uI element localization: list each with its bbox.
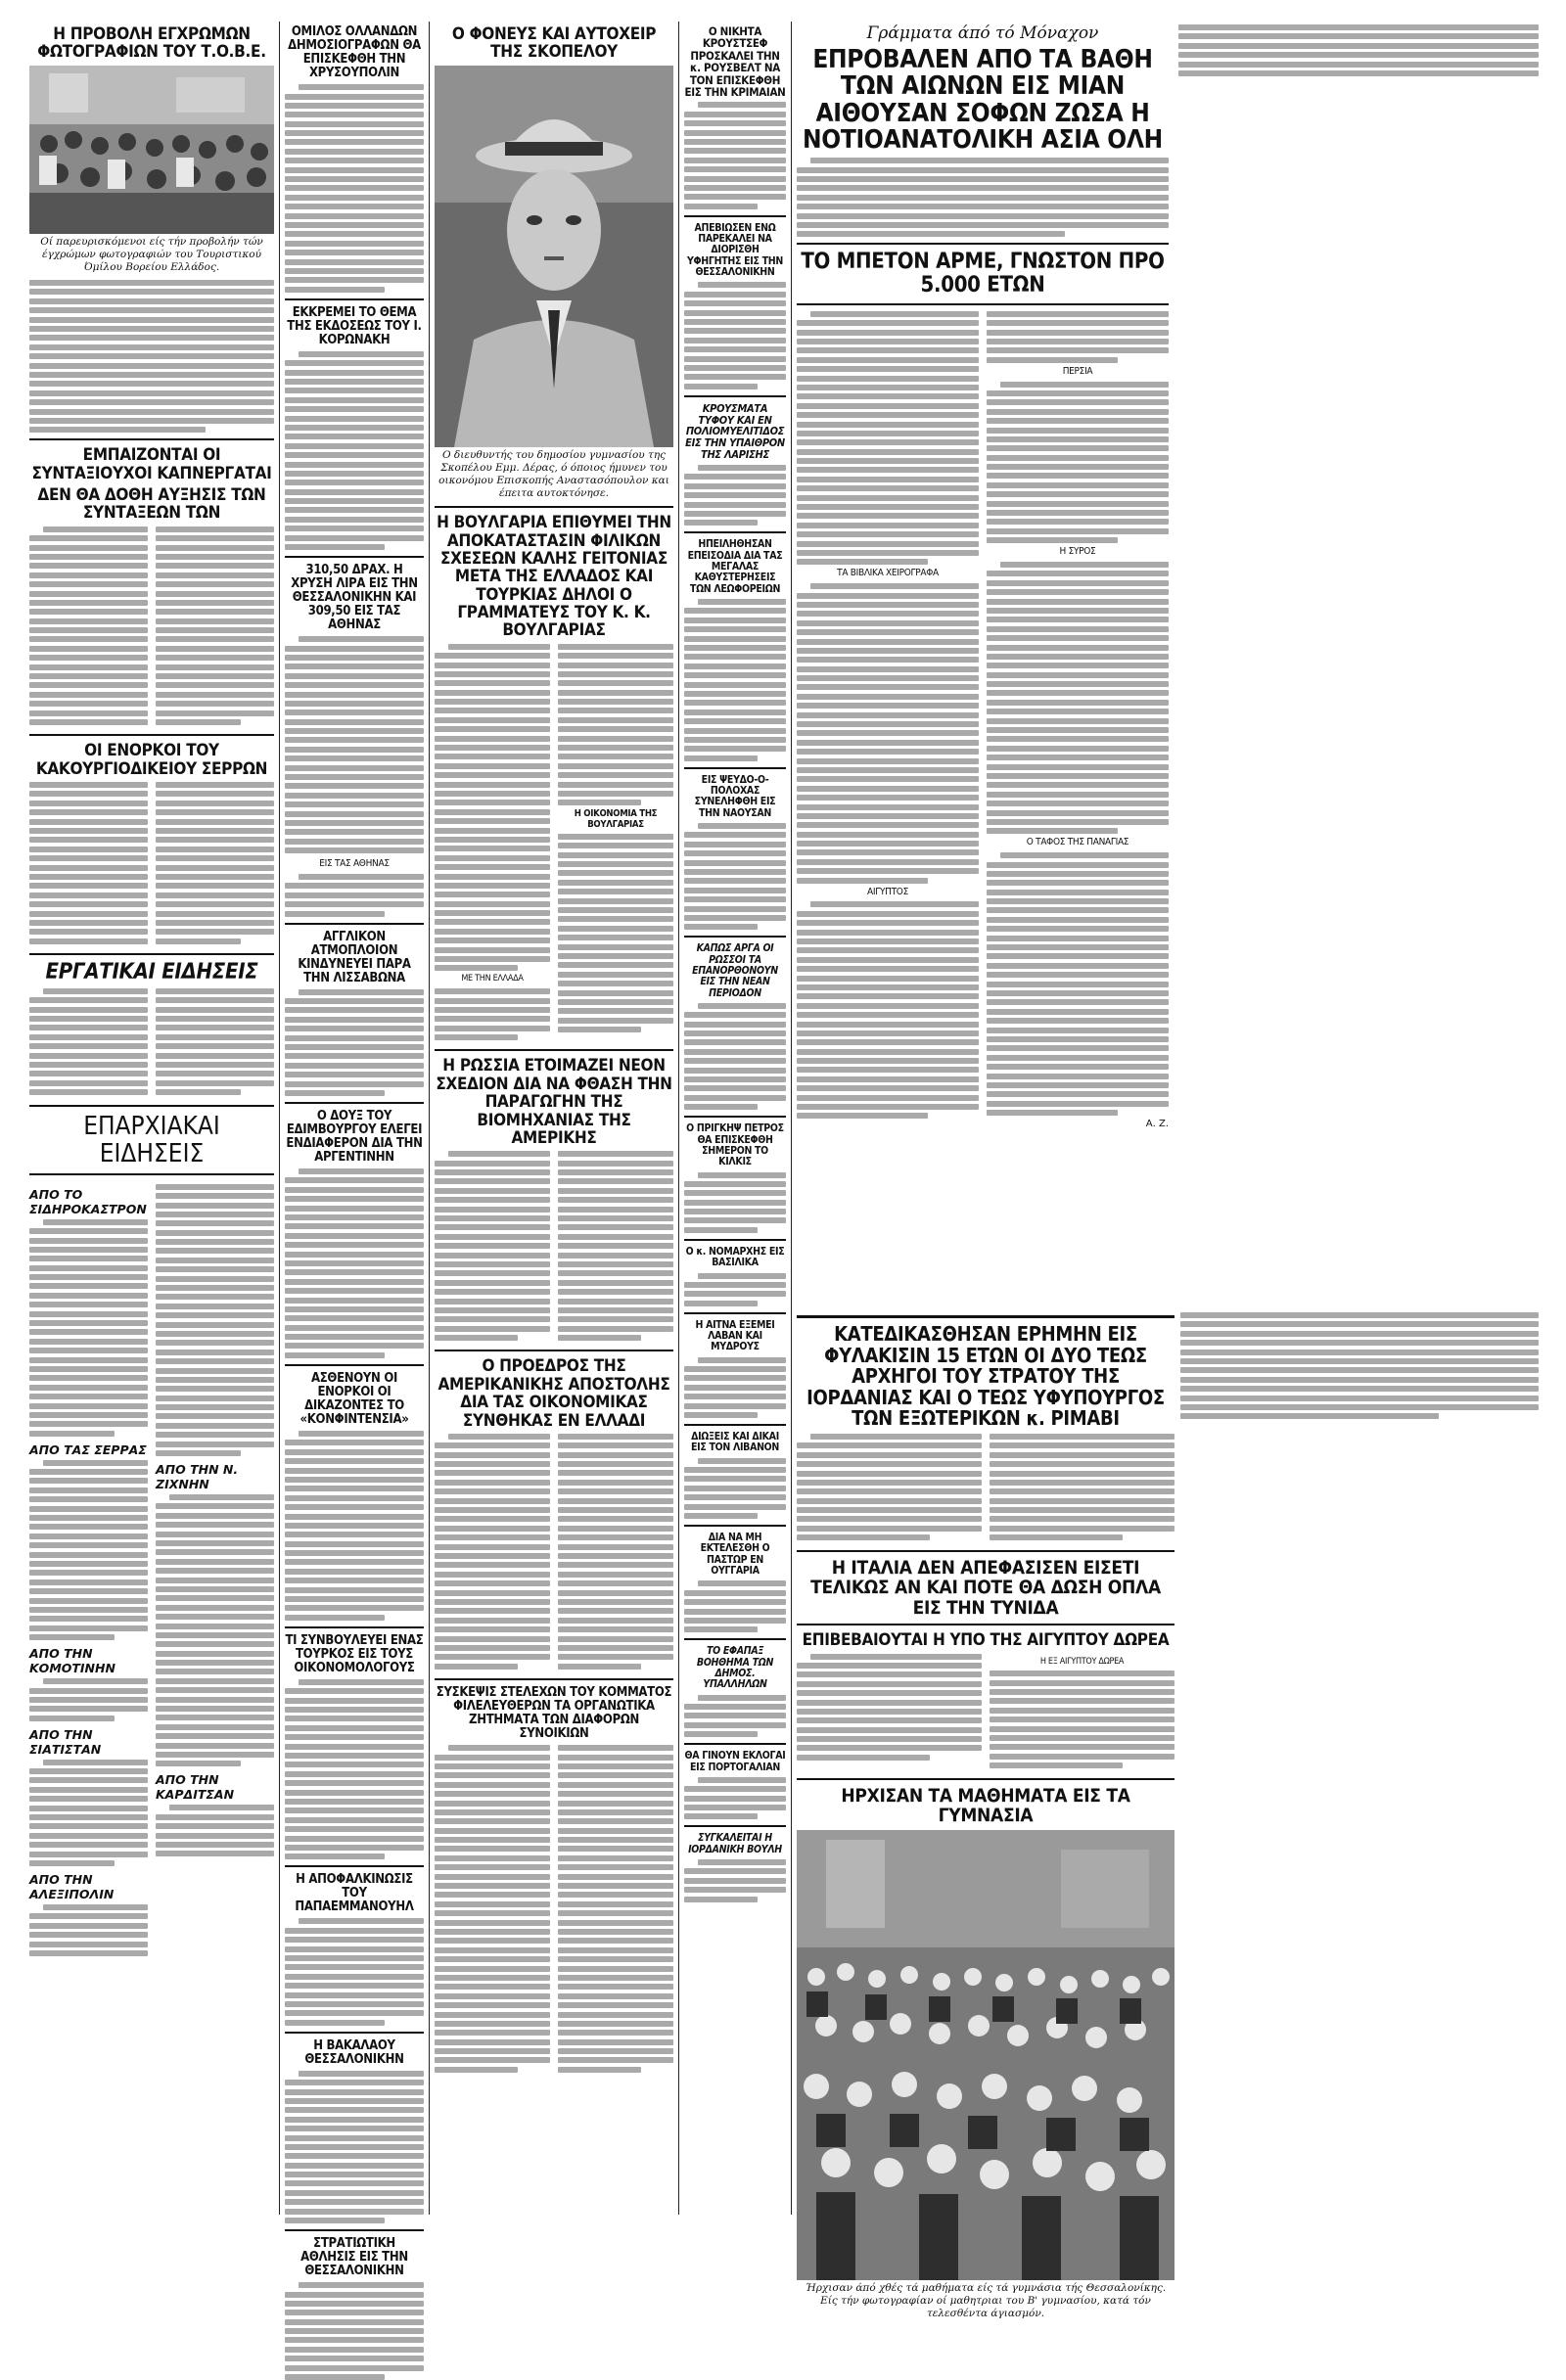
military-headline: ΣΤΡΑΤΙΩΤΙΚΗ ΑΘΛΗΣΙΣ ΕΙΣ ΤΗΝ ΘΕΣΣΑΛΟΝΙΚΗΝ <box>300 2236 408 2279</box>
column-3 <box>435 22 673 2224</box>
dutch-journalists-body <box>285 84 424 293</box>
cod-body <box>285 2071 424 2223</box>
russia-headline: Η ΡΩΣΣΙΑ ΕΤΟΙΜΑΖΕΙ ΝΕΟΝ ΣΧΕΔΙΟΝ ΔΙΑ ΝΑ ΦΘΑΣΗ ΤΗΝ ΠΑΡΑΓΩΓΗΝ ΤΗΣ ΒΙΟΜΗΧΑΝΙΑΣ ΤΗΣ ΑΜΕΡΙΚΗΣ <box>436 1056 672 1148</box>
right-continuation <box>1180 1309 1539 1425</box>
column-rule <box>279 22 280 2215</box>
hungary-pastor-headline: ΔΙΑ ΝΑ ΜΗ ΕΚΤΕΛΕΣΘΗ Ο ΠΑΣΤΩΡ ΕΝ ΟΥΓΓΑΡΙΑ <box>700 1532 770 1578</box>
schools-photo <box>797 1830 1174 2280</box>
bus-delays-body <box>684 599 786 761</box>
pension-headline-2: ΔΕΝ ΘΑ ΔΟΘΗ ΑΥΞΗΣΙΣ ΤΩΝ ΣΥΝΤΑΞΕΩΝ ΤΩΝ <box>37 485 266 524</box>
tobe-headline: Η ΠΡΟΒΟΛΗ ΕΓΧΡΩΜΩΝ ΦΩΤΟΓΡΑΦΙΩΝ ΤΟΥ Τ.Ο.Β.Ε. <box>37 24 266 63</box>
turkish-advice-headline: ΤΙ ΣΥΝΒΟΥΛΕΥΕΙ ΕΝΑΣ ΤΟΥΡΚΟΣ ΕΙΣ ΤΟΥΣ ΟΙΚΟΝΟΜΟΛΟΓΟΥΣ <box>285 1632 424 1675</box>
naousa-body <box>684 823 786 930</box>
bulgaria-economy-subhead: Η ΟΙΚΟΝΟΜΙΑ ΤΗΣ ΒΟΥΛΓΑΡΙΑΣ <box>574 808 658 830</box>
turkish-advice-body <box>285 1679 424 1859</box>
prince-peter-body <box>684 1172 786 1233</box>
steamer-body <box>285 989 424 1096</box>
bible-mss-subhead: ΤΑ ΒΙΒΛΙΚΑ ΧΕΙΡΟΓΡΑΦΑ <box>837 568 939 579</box>
liberal-party-headline: ΣΥΣΚΕΨΙΣ ΣΤΕΛΕΧΩΝ ΤΟΥ ΚΟΜΜΑΤΟΣ ΦΙΛΕΛΕΥΘΕΡΩΝ ΤΑ ΟΡΓΑΝΩΤΙΚΑ ΖΗΤΗΜΑΤΑ ΤΩΝ ΔΙΑΦΟΡΩΝ ΣΥΝΟΙΚΙΩΝ <box>436 1685 672 1742</box>
schools-headline: ΗΡΧΙΣΑΝ ΤΑ ΜΑΘΗΜΑΤΑ ΕΙΣ ΤΑ ΓΥΜΝΑΣΙΑ <box>841 1784 1130 1827</box>
russia-body <box>435 1151 673 1344</box>
egypt-gift-subhead: Η ΕΞ ΑΙΓΥΠΤΟΥ ΔΩΡΕΑ <box>1039 1656 1125 1667</box>
typhus-body <box>684 465 786 526</box>
liberal-party-body <box>435 1745 673 2076</box>
schools-photo-caption: Ήρχισαν άπό χθές τά μαθήματα είς τά γυμνάσια τής Θεσσαλονίκης. Είς τήν φωτογραφίαν οί μαθητριαι του Β' γυμνασίου, κατά τόν τελεσθέντα άγιασμόν. <box>805 2281 1167 2319</box>
portrait-caption: Ο διευθυντής του δημοσίου γυμνασίου της Σκοπέλου Εμμ. Δέρας, ό όποιος ήμυνεν του οικονόμου Επισκοπής Αναστασόπουλον και έπειτα αυτοκτόνησε. <box>438 448 669 500</box>
concrete-body <box>797 311 1169 1130</box>
khrushchev-headline: Ο ΝΙΚΗΤΑ ΚΡΟΥΣΤΣΕΦ ΠΡΟΣΚΑΛΕΙ ΤΗΝ κ. ΡΟΥΣΒΕΛΤ ΝΑ ΤΟΝ ΕΠΙΣΚΕΦΘΗ ΕΙΣ ΤΗΝ ΚΡΙΜΑΙΑΝ <box>684 24 786 100</box>
american-mission-headline: Ο ΠΡΟΕΔΡΟΣ ΤΗΣ ΑΜΕΡΙΚΑΝΙΚΗΣ ΑΠΟΣΤΟΛΗΣ ΔΙΑ ΤΑΣ ΟΙΚΟΝΟΜΙΚΑΣ ΣΥΝΘΗΚΑΣ ΕΝ ΕΛΛΑΔΙ <box>438 1356 670 1431</box>
column-4 <box>684 22 786 2224</box>
egypt-subhead: ΑΙΓΥΠΤΟΣ <box>867 886 908 897</box>
skopelos-murderer-headline: Ο ΦΟΝΕΥΣ ΚΑΙ ΑΥΤΟΧΕΙΡ ΤΗΣ ΣΚΟΠΕΛΟΥ <box>451 24 657 63</box>
confidential-jurors-body <box>285 1431 424 1621</box>
nomarch-headline: Ο κ. ΝΟΜΑΡΧΗΣ ΕΙΣ ΒΑΣΙΛΙΚΑ <box>685 1245 785 1269</box>
bulgaria-body <box>435 644 673 1044</box>
munich-note: Γράμματα άπό τό Μόναχον <box>866 23 1099 43</box>
persia-subhead: ΠΕΡΣΙΑ <box>1062 365 1093 377</box>
concrete-headline: ΤΟ ΜΠΕΤΟΝ ΑΡΜΕ, ΓΝΩΣΤΟΝ ΠΡΟ 5.000 ΕΤΩΝ <box>801 250 1165 298</box>
portugal-body <box>684 1777 786 1820</box>
bonus-body <box>684 1695 786 1738</box>
nomarch-body <box>684 1273 786 1306</box>
prince-peter-headline: Ο ΠΡΙΓΚΗΨ ΠΕΤΡΟΣ ΘΑ ΕΠΙΣΚΕΦΘΗ ΣΗΜΕΡΟΝ ΤΟ ΚΙΛΚΙΣ <box>686 1122 784 1168</box>
professor-body <box>684 282 786 389</box>
serres-jurors-headline: ΟΙ ΕΝΟΡΚΟΙ ΤΟΥ ΚΑΚΟΥΡΓΙΟΔΙΚΕΙΟΥ ΣΕΡΡΩΝ <box>35 741 268 779</box>
russians-headline: ΚΑΠΩΣ ΑΡΓΑ ΟΙ ΡΩΣΣΟΙ ΤΑ ΕΠΑΝΟΡΘΟΝΟΥΝ ΕΙΣ ΤΗΝ ΝΕΑΝ ΠΕΡΙΟΔΟΝ <box>692 942 778 999</box>
confidential-jurors-headline: ΑΣΘΕΝΟΥΝ ΟΙ ΕΝΟΡΚΟΙ ΟΙ ΔΙΚΑΖΟΝΤΕΣ ΤΟ «ΚΟΝΦΙΝΤΕΝΣΙΑ» <box>299 1370 409 1427</box>
author-signature: Α. Ζ. <box>1145 1119 1169 1130</box>
dateline-karditsa: ΑΠΟ ΤΗΝ ΚΑΡΔΙΤΣΑΝ <box>156 1772 235 1803</box>
jordan-verdict-headline: ΚΑΤΕΔΙΚΑΣΘΗΣΑΝ ΕΡΗΜΗΝ ΕΙΣ ΦΥΛΑΚΙΣΙΝ 15 ΕΤΩΝ ΟΙ ΔΥΟ ΤΕΩΣ ΑΡΧΗΓΟΙ ΤΟΥ ΣΤΡΑΤΟΥ ΤΗΣ ΙΟΡΔΑΝΙΑΣ ΚΑΙ Ο ΤΕΩΣ ΥΦΥΠΟΥΡΓΟΣ ΤΩΝ ΕΞΩΤΕΡΙΚΩΝ κ. ΡΙΜΑΒΙ <box>806 1322 1165 1431</box>
koronakis-body <box>285 351 424 550</box>
portrait-photo <box>435 66 673 447</box>
khrushchev-body <box>684 102 786 208</box>
professor-headline: ΑΠΕΒΙΩΣΕΝ ΕΝΩ ΠΑΡΕΚΑΛΕΙ ΝΑ ΔΙΟΡΙΣΘΗ ΥΦΗΓΗΤΗΣ ΕΙΣ ΤΗΝ ΘΕΣΣΑΛΟΝΙΚΗΝ <box>687 221 783 279</box>
papaemmanouil-headline: Η ΑΠΟΦΑΛΚΙΝΩΣΙΣ ΤΟΥ ΠΑΠΑΕΜΜΑΝΟΥΗΛ <box>295 1872 414 1915</box>
dateline-serres: ΑΠΟ ΤΑΣ ΣΕΡΡΑΣ <box>29 1442 147 1457</box>
dutch-journalists-headline: ΟΜΙΛΟΣ ΟΛΛΑΝΔΩΝ ΔΗΜΟΣΙΟΓΡΑΦΩΝ ΘΑ ΕΠΙΣΚΕΦΘΗ ΤΗΝ ΧΡΥΣΟΥΠΟΛΙΝ <box>288 24 421 81</box>
italy-tunisia-headline: Η ΙΤΑΛΙΑ ΔΕΝ ΑΠΕΦΑΣΙΣΕΝ ΕΙΣΕΤΙ ΤΕΛΙΚΩΣ ΑΝ ΚΑΙ ΠΟΤΕ ΘΑ ΔΩΣΗ ΟΠΛΑ ΕΙΣ ΤΗΝ ΤΥΝΙΔΑ <box>810 1556 1161 1619</box>
gold-price-headline: 310,50 ΔΡΑΧ. Η ΧΡΥΣΗ ΛΙΡΑ ΕΙΣ ΤΗΝ ΘΕΣΣΑΛΟΝΙΚΗΝ ΚΑΙ 309,50 ΕΙΣ ΤΑΣ ΑΘΗΝΑΣ <box>291 563 418 633</box>
dateline-n-zichni: ΑΠΟ ΤΗΝ Ν. ΖΙΧΝΗΝ <box>156 1462 239 1492</box>
column-rule <box>791 22 792 2215</box>
bus-delays-headline: ΗΠΕΙΛΗΘΗΣΑΝ ΕΠΕΙΣΟΔΙΑ ΔΙΑ ΤΑΣ ΜΕΓΑΛΑΣ ΚΑΘΥΣΤΕΡΗΣΕΙΣ ΤΩΝ ΛΕΩΦΟΡΕΙΩΝ <box>687 538 783 595</box>
with-greece-subhead: ΜΕ ΤΗΝ ΕΛΛΑΔΑ <box>461 974 524 984</box>
jordan-parliament-headline: ΣΥΓΚΑΛΕΙΤΑΙ Η ΙΟΡΔΑΝΙΚΗ ΒΟΥΛΗ <box>688 1832 782 1855</box>
bulgaria-headline: Η ΒΟΥΛΓΑΡΙΑ ΕΠΙΘΥΜΕΙ ΤΗΝ ΑΠΟΚΑΤΑΣΤΑΣΙΝ ΦΙΛΙΚΩΝ ΣΧΕΣΕΩΝ ΚΑΛΗΣ ΓΕΙΤΟΝΙΑΣ ΜΕΤΑ ΤΗΣ ΕΛΛΑΔΟΣ ΚΑΙ ΤΟΥΡΚΙΑΣ ΔΗΛΟΙ Ο ΓΡΑΜΜΑΤΕΥΣ ΤΟΥ Κ. Κ. ΒΟΥΛΓΑΡΙΑΣ <box>437 513 671 641</box>
column-2 <box>285 22 424 2279</box>
asia-headline: ΕΠΡΟΒΑΛΕΝ ΑΠΟ ΤΑ ΒΑΘΗ ΤΩΝ ΑΙΩΝΩΝ ΕΙΣ ΜΙΑΝ ΑΙΘΟΥΣΑΝ ΣΟΦΩΝ ΖΩΣΑ Η ΝΟΤΙΟΑΝΑΤΟΛΙΚΗ ΑΣΙΑ ΟΛΗ <box>803 45 1163 155</box>
column-rule <box>678 22 679 2215</box>
egypt-gift-headline: ΕΠΙΒΕΒΑΙΟΥΤΑΙ Η ΥΠΟ ΤΗΣ ΑΙΓΥΠΤΟΥ ΔΩΡΕΑ <box>802 1630 1170 1651</box>
tobe-photo-caption: Οί παρευρισκόμενοι είς τήν προβολήν τών έγχρώμων φωτογραφιών του Τουριστικού Όμίλου Βορείου Ελλάδος. <box>40 235 263 273</box>
dateline-komotini: ΑΠΟ ΤΗΝ ΚΟΜΟΤΙΝΗΝ <box>29 1646 115 1676</box>
duke-edinburgh-headline: Ο ΔΟΥΞ ΤΟΥ ΕΔΙΜΒΟΥΡΓΟΥ ΕΛΕΓΕΙ ΕΝΔΙΑΦΕΡΟΝ ΔΙΑ ΤΗΝ ΑΡΓΕΝΤΙΝΗΝ <box>286 1108 423 1166</box>
dateline-siatista: ΑΠΟ ΤΗΝ ΣΙΑΤΙΣΤΑΝ <box>29 1726 102 1757</box>
crowd-photo <box>29 66 274 234</box>
labor-news-headline: ΕΡΓΑΤΙΚΑΙ ΕΙΔΗΣΕΙΣ <box>45 960 258 985</box>
etna-headline: Η ΑΙΤΝΑ ΕΞΕΜΕΙ ΛΑΒΑΝ ΚΑΙ ΜΥΔΡΟΥΣ <box>695 1318 775 1353</box>
labor-news-body <box>29 988 274 1099</box>
dateline-alexandroupoli: ΑΠΟ ΤΗΝ ΑΛΕΞΙΠΟΛΙΝ <box>29 1871 115 1901</box>
typhus-headline: ΚΡΟΥΣΜΑΤΑ ΤΥΦΟΥ ΚΑΙ ΕΝ ΠΟΛΙΟΜΥΕΛΙΤΙΔΟΣ ΕΙΣ ΤΗΝ ΥΠΑΙΘΡΟΝ ΤΗΣ ΛΑΡΙΣΗΣ <box>685 401 785 462</box>
cod-headline: Η ΒΑΚΑΛΑΟΥ ΘΕΣΣΑΛΟΝΙΚΗΝ <box>304 2037 404 2067</box>
tobe-photo <box>29 66 274 234</box>
pension-headline-1: ΕΜΠΑΙΖΟΝΤΑΙ ΟΙ ΣΥΝΤΑΞΙΟΥΧΟΙ ΚΑΠΝΕΡΓΑΤΑΙ <box>31 445 272 483</box>
students-crowd-photo <box>797 1830 1174 2280</box>
naousa-headline: ΕΙΣ ΨΕΥΔΟ-Ο-ΠΟΛΟΧΑΣ ΣΥΝΕΛΗΦΘΗ ΕΙΣ ΤΗΝ ΝΑΟΥΣΑΝ <box>694 773 776 819</box>
athens-label: ΕΙΣ ΤΑΣ ΑΘΗΝΑΣ <box>319 858 390 870</box>
syros-subhead: Η ΣΥΡΟΣ <box>1059 546 1096 558</box>
asia-body <box>797 158 1169 237</box>
column-1 <box>29 22 274 2224</box>
lebanon-headline: ΔΙΩΞΕΙΣ ΚΑΙ ΔΙΚΑΙ ΕΙΣ ΤΟΝ ΛΙΒΑΝΟΝ <box>690 1431 780 1454</box>
papaemmanouil-body <box>285 1918 424 2025</box>
athens-body <box>285 874 424 917</box>
russians-body <box>684 1003 786 1110</box>
bonus-headline: ΤΟ ΕΦΑΠΑΞ ΒΟΗΘΗΜΑ ΤΩΝ ΔΗΜΟΣ. ΥΠΑΛΛΗΛΩΝ <box>696 1645 774 1691</box>
right-filler-body <box>1178 24 1539 76</box>
provincial-news-headline: ΕΠΑΡΧΙΑΚΑΙ ΕΙΔΗΣΕΙΣ <box>83 1111 220 1168</box>
jordan-verdict-body <box>797 1434 1174 1544</box>
portugal-headline: ΘΑ ΓΙΝΟΥΝ ΕΚΛΟΓΑΙ ΕΙΣ ΠΟΡΤΟΓΑΛΙΑΝ <box>684 1750 786 1773</box>
american-mission-body <box>435 1434 673 1672</box>
tomb-subhead: Ο ΤΑΦΟΣ ΤΗΣ ΠΑΝΑΓΙΑΣ <box>1026 837 1129 848</box>
hungary-pastor-body <box>684 1580 786 1632</box>
serres-jurors-body <box>29 782 274 947</box>
egypt-gift-body <box>797 1654 1174 1772</box>
gold-price-body <box>285 636 424 853</box>
dateline-sidirokastro: ΑΠΟ ΤΟ ΣΙΔΗΡΟΚΑΣΤΡΟΝ <box>29 1186 147 1216</box>
man-in-hat-portrait <box>435 66 673 447</box>
steamer-headline: ΑΓΓΛΙΚΟΝ ΑΤΜΟΠΛΟΙΟΝ ΚΙΝΔΥΝΕΥΕΙ ΠΑΡΑ ΤΗΝ ΛΙΣΣΑΒΩΝΑ <box>298 929 411 985</box>
munich-letter-section <box>797 22 1539 1135</box>
jordan-parliament-body <box>684 1859 786 1902</box>
bottom-right-block <box>797 1309 1174 2326</box>
duke-edinburgh-body <box>285 1168 424 1358</box>
military-body <box>285 2282 424 2380</box>
etna-body <box>684 1357 786 1418</box>
koronakis-headline: ΕΚΚΡΕΜΕΙ ΤΟ ΘΕΜΑ ΤΗΣ ΕΚΔΟΣΕΩΣ ΤΟΥ Ι. ΚΟΡΩΝΑΚΗ <box>287 304 422 347</box>
provincial-news <box>29 1181 274 1962</box>
lebanon-body <box>684 1458 786 1519</box>
column-rule <box>429 22 430 2215</box>
tobe-article-body <box>29 280 274 433</box>
pension-article-body <box>29 526 274 729</box>
